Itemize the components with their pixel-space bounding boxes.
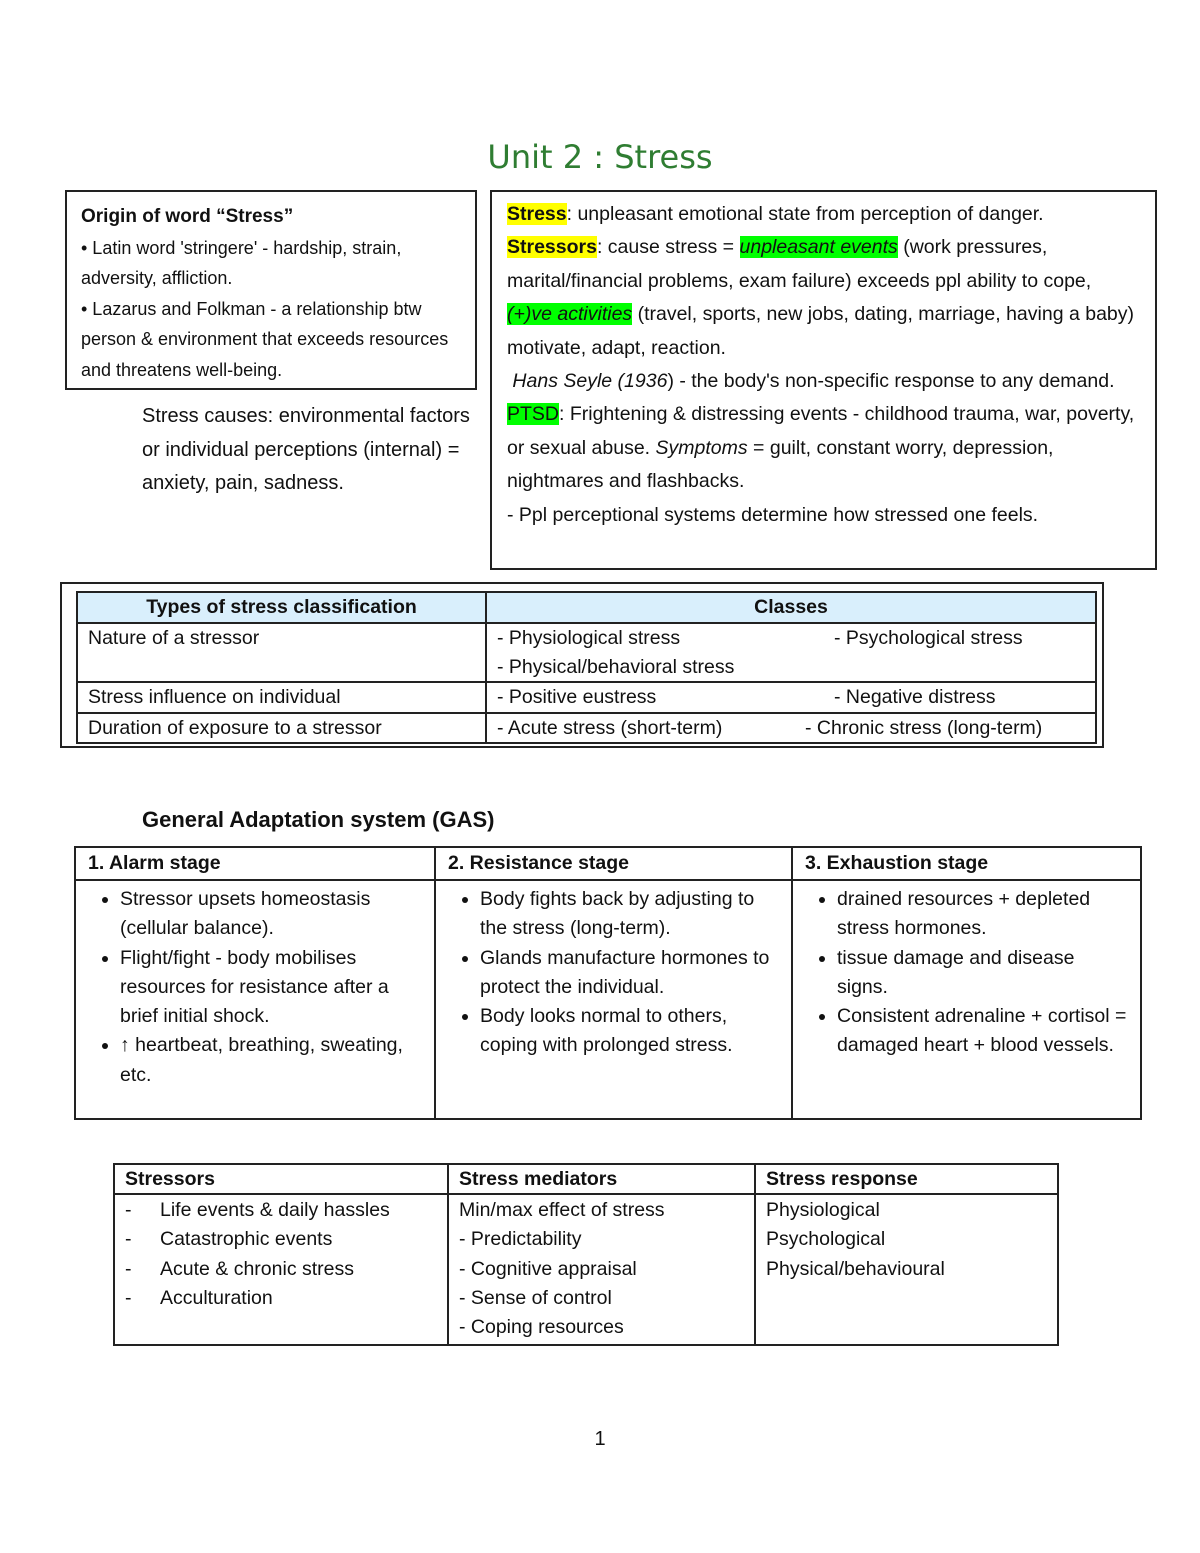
positive-activities-highlight: (+)ve activities bbox=[507, 303, 633, 326]
list-item: - Predictability bbox=[459, 1228, 582, 1251]
list-item: • Body looks normal to others, coping with prolonged stress. bbox=[480, 1002, 781, 1061]
class-item: - Acute stress (short-term) bbox=[497, 716, 723, 739]
class-item: - Physical/behavioral stress bbox=[497, 655, 735, 678]
classification-classes bbox=[486, 713, 1096, 744]
classification-table bbox=[76, 591, 1097, 744]
model-header-mediators: Stress mediators bbox=[448, 1164, 755, 1194]
classification-header-type: Types of stress classification bbox=[77, 592, 486, 623]
definitions-box bbox=[490, 190, 1157, 570]
stressors-def-text-1: : cause stress = bbox=[596, 236, 740, 259]
list-item: • Flight/fight - body mobilises resources for resistance after a brief initial shock. bbox=[120, 944, 424, 1032]
unpleasant-events-highlight: unpleasant events bbox=[739, 236, 898, 259]
stress-model-table bbox=[113, 1163, 1059, 1346]
gas-stage-header: 2. Resistance stage bbox=[435, 847, 792, 880]
ptsd-term: PTSD bbox=[507, 403, 560, 426]
gas-table bbox=[74, 846, 1142, 1120]
response-cell bbox=[755, 1194, 1058, 1345]
classification-type: Duration of exposure to a stressor bbox=[77, 713, 486, 744]
origin-bullet-lazarus: • Lazarus and Folkman - a relationship btw person & environment that exceeds resources and threatens well-being. bbox=[81, 298, 449, 380]
list-item: - Coping resources bbox=[459, 1316, 624, 1339]
table-row bbox=[77, 623, 1096, 682]
gas-stage-cell bbox=[435, 880, 792, 1119]
mediators-cell bbox=[448, 1194, 755, 1345]
table-row bbox=[77, 682, 1096, 713]
list-item: • ↑ heartbeat, breathing, sweating, etc. bbox=[120, 1031, 424, 1090]
list-item: • Consistent adrenaline + cortisol = damaged heart + blood vessels. bbox=[837, 1002, 1130, 1061]
stress-definition bbox=[507, 198, 1141, 231]
list-item: • Body fights back by adjusting to the stress (long-term). bbox=[480, 885, 781, 944]
list-item: - Cognitive appraisal bbox=[459, 1257, 637, 1280]
ptsd-definition bbox=[507, 398, 1141, 498]
perception-note: - Ppl perceptional systems determine how stressed one feels. bbox=[507, 503, 1039, 526]
list-item: - Acute & chronic stress bbox=[125, 1257, 354, 1280]
model-header-response: Stress response bbox=[755, 1164, 1058, 1194]
list-item: Min/max effect of stress bbox=[459, 1199, 665, 1221]
class-item: - Physiological stress bbox=[497, 627, 681, 649]
seyle-name: Hans Seyle (1936 bbox=[512, 370, 668, 393]
gas-heading: General Adaptation system (GAS) bbox=[142, 807, 495, 832]
gas-stage-header: 1. Alarm stage bbox=[75, 847, 435, 880]
classification-classes bbox=[486, 623, 1096, 682]
stress-causes-text: Stress causes: environmental factors or individual perceptions (internal) = anxiety, pain, sadness. bbox=[142, 405, 470, 494]
list-item: • drained resources + depleted stress hormones. bbox=[837, 885, 1130, 944]
classification-type: Stress influence on individual bbox=[77, 682, 486, 713]
class-item: - Positive eustress bbox=[497, 686, 657, 708]
class-item: - Negative distress bbox=[834, 686, 996, 708]
stressors-definition bbox=[507, 231, 1141, 365]
table-row bbox=[77, 713, 1096, 744]
ptsd-def-text-2: = guilt, constant worry, depression, nightmares and flashbacks. bbox=[507, 436, 1054, 493]
list-item: • Glands manufacture hormones to protect the individual. bbox=[480, 944, 781, 1003]
class-item: - Psychological stress bbox=[834, 627, 1023, 649]
classification-header-classes: Classes bbox=[486, 592, 1096, 623]
origin-heading: Origin of word “Stress” bbox=[81, 206, 294, 227]
model-header-stressors: Stressors bbox=[114, 1164, 448, 1194]
list-item: • tissue damage and disease signs. bbox=[837, 944, 1130, 1003]
page-number: 1 bbox=[594, 1428, 606, 1450]
ptsd-def-text-1: : Frightening & distressing events - childhood trauma, war, poverty, or sexual abuse. bbox=[507, 403, 1135, 459]
page-title: Unit 2 : Stress bbox=[487, 138, 713, 176]
gas-stage-cell bbox=[792, 880, 1141, 1119]
symptoms-label: Symptoms bbox=[655, 436, 748, 459]
stressors-def-text-2: (work pressures, marital/financial problems, exam failure) exceeds ppl ability to cope, bbox=[507, 236, 1092, 292]
list-item: • Stressor upsets homeostasis (cellular balance). bbox=[120, 885, 424, 944]
stressors-cell bbox=[114, 1194, 448, 1345]
stressors-def-text-3: (travel, sports, new jobs, dating, marriage, having a baby) motivate, adapt, reaction. bbox=[507, 303, 1135, 359]
list-item: - Catastrophic events bbox=[125, 1228, 333, 1251]
list-item: Physiological bbox=[766, 1199, 880, 1221]
stress-term: Stress bbox=[507, 203, 567, 225]
origin-box bbox=[65, 190, 477, 390]
list-item: - Sense of control bbox=[459, 1286, 612, 1309]
list-item: - Acculturation bbox=[125, 1286, 273, 1309]
classification-type: Nature of a stressor bbox=[77, 623, 486, 682]
seyle-def-text: ) - the body's non-specific response to any demand. bbox=[667, 370, 1115, 393]
seyle-definition bbox=[507, 365, 1141, 398]
stress-def-text: : unpleasant emotional state from perception of danger. bbox=[566, 203, 1044, 225]
gas-stage-header: 3. Exhaustion stage bbox=[792, 847, 1141, 880]
origin-bullet-latin: • Latin word 'stringere' - hardship, strain, adversity, affliction. bbox=[81, 237, 402, 288]
gas-stage-cell bbox=[75, 880, 435, 1119]
list-item: Psychological bbox=[766, 1228, 886, 1251]
classification-classes bbox=[486, 682, 1096, 713]
list-item: - Life events & daily hassles bbox=[125, 1199, 390, 1221]
stressors-term: Stressors bbox=[507, 236, 597, 259]
class-item: - Chronic stress (long-term) bbox=[805, 716, 1043, 739]
list-item: Physical/behavioural bbox=[766, 1257, 945, 1280]
